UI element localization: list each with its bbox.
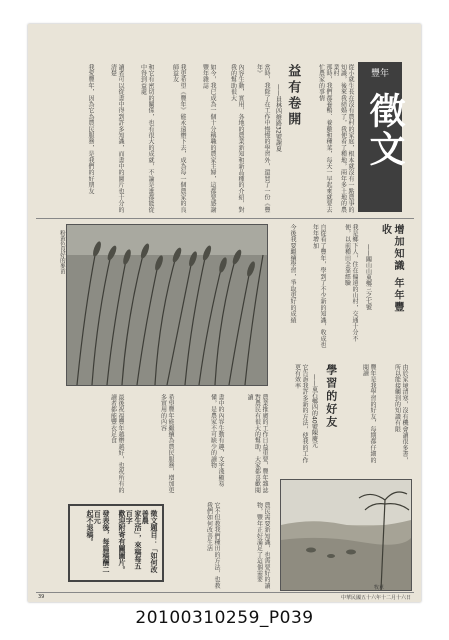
article3-body-2: 豐年是我學習的好友，每期都仔細的閱讀: [361, 364, 376, 464]
page-number: 39: [38, 594, 45, 600]
article3-body-3: 它告訴我許多新的方法，使我的工作更有效率: [293, 364, 308, 464]
notice-line-1: 徵文題目：「如何改善農: [141, 510, 158, 573]
body-block-low-1: 農民需要新知識，也需要好的讀物，豐年正好滿足了這個需要: [255, 502, 270, 589]
article1-body-5: 如今，我已成為一個十分稱職的農家主婦，這都要感謝豐年雜誌: [201, 64, 216, 213]
article3-title: 學習的好友: [324, 364, 338, 429]
article2-byline: ——關山山東鄉三之七號: [364, 244, 372, 310]
image-identifier: 20100310259_P039: [135, 608, 314, 628]
notice-line-2: 家生活」，來稿每五百字: [125, 510, 142, 570]
field-photo-caption: 牧草: [374, 585, 385, 591]
wheat-photo: [66, 224, 268, 386]
footer-rule: [36, 592, 414, 593]
body-block-mid-1: 農業推廣的工作日益重要，豐年雜誌對農民有很大的幫助，大家都喜歡閱讀: [246, 394, 268, 494]
article1-body-4: 內容生動，實用，各地的農業新知和新品種的介紹，對我的幫助很大: [229, 64, 244, 213]
body-block-mid-2: 書中的內容生動有趣，文字淺顯易懂，是農家不可缺少的讀物: [209, 394, 224, 487]
article1-body-8: 讀者可以從書中得到許多知識，而書中的圖片也十分的清楚: [109, 64, 124, 213]
article1-body-1: 從小就生長在沒有農村的家庭，根本就沒有一點農事的知識，後來我結婚了，我便看了種地，兩年多土地的農業村: [332, 64, 354, 213]
banner-top-label: 豐年: [370, 69, 389, 79]
magazine-page: [28, 24, 421, 602]
notice-line-4: 發表後，每篇稿酬二百元: [93, 510, 110, 573]
article1-body-9: 我愛豐年，因為它為農民服務，是我們的好朋友: [87, 64, 94, 195]
article3-body-1: 由於家境清寒，沒有機會讀很多書，所以能接觸到的知識有限: [393, 364, 408, 464]
issue-date: 中華民國五十六年十二月十六日: [340, 595, 411, 601]
body-block-mid-3: 希望豐年能繼續為農民服務，增加更多實用的內容: [159, 394, 174, 494]
article2-body-3: 今後我要繼續學習，爭取更好的成績: [289, 224, 296, 324]
article2-body-1: 我是鄉下人，住在偏遠的山村，交通十分不便，以前種田全靠經驗: [343, 224, 358, 342]
notice-box: [68, 504, 164, 582]
wheat-image: [67, 225, 267, 385]
notice-line-5: 起不退稿。: [86, 510, 94, 545]
body-block-low-2: 它不但教我們種田的方法，也教我們如何改善生活: [205, 502, 220, 589]
article1-body-3: 當時，我除了在工作中慢慢的學習外，還買了一份《豐年》: [255, 64, 270, 213]
column-banner: [358, 62, 406, 212]
article1-body-6: 我更希望《豐年》能永遠辦下去，成為每一個農家的良師益友: [171, 64, 186, 213]
article1-body-2: 那時，我們都養鴨、養雞和種菜，每天一早起來就要去忙農家的事情: [317, 64, 332, 213]
banner-title: 徵文: [364, 92, 406, 168]
field-image: [281, 480, 411, 590]
field-photo: [280, 479, 412, 591]
article1-byline: ——員林四維路32號謝夏: [274, 84, 282, 152]
section-divider-top: [36, 218, 414, 219]
article1-body-7: 和它有密切的關係，也有很大的成就，不論是誰都能從中得到益處: [139, 64, 154, 213]
body-block-mid-4: 最後祝福豐年越辦越好，也祝所有的讀者都能豐衣足食: [109, 394, 124, 494]
article1-title: 益有卷開: [285, 64, 301, 128]
article3-byline: ——東石鄉四的40號陳慶元: [310, 374, 318, 448]
notice-line-3: 歡迎附寄有關圖片。: [118, 510, 126, 573]
wheat-photo-caption: 粉黃色良好的麥苗: [58, 230, 65, 274]
article2-title: 增加知識 年年豐收: [379, 224, 403, 314]
article2-body-2: 自從看了豐年，學到了不少新的知識，收成也年年增加: [311, 224, 326, 348]
